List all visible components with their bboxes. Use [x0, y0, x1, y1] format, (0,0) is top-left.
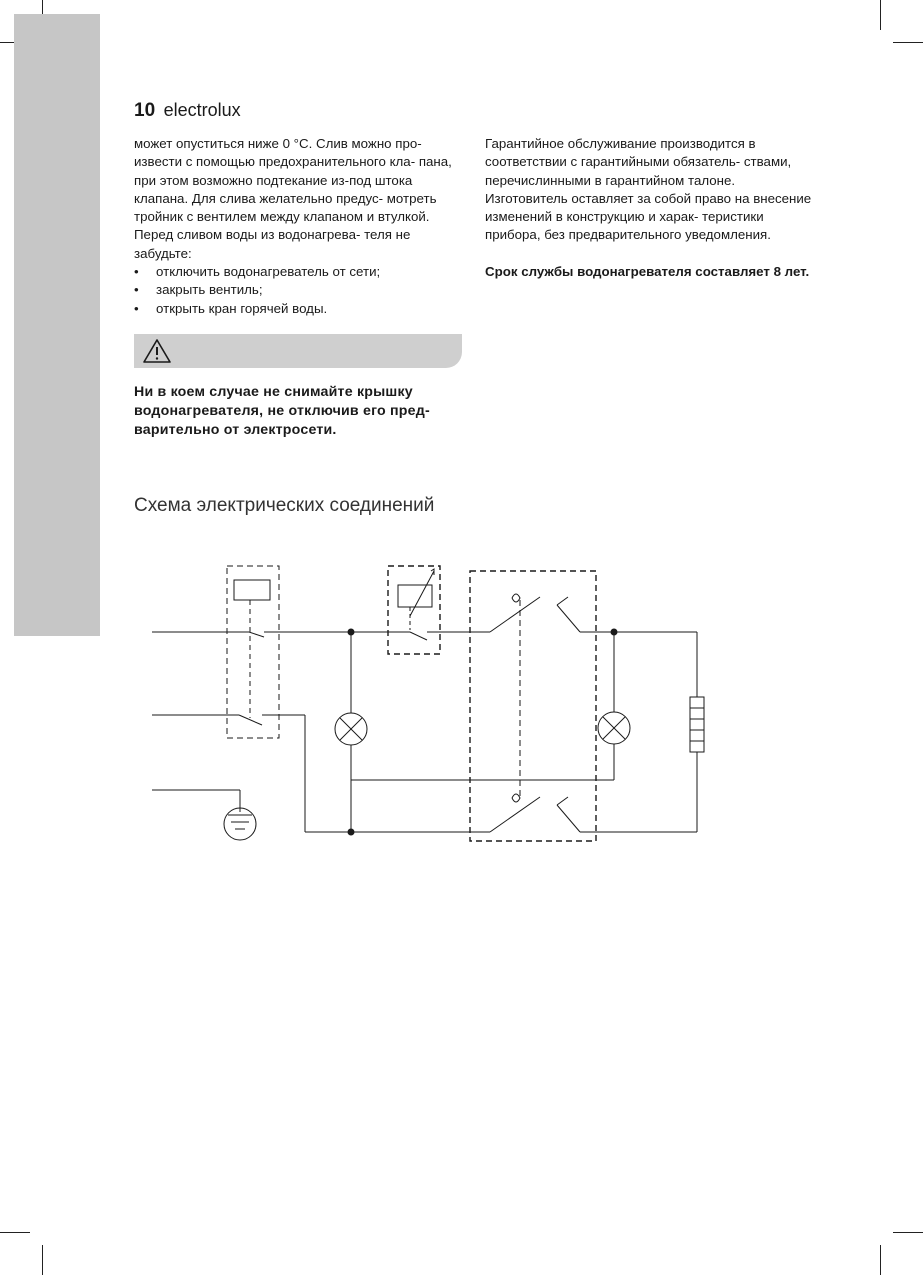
crop-mark	[893, 42, 923, 43]
warranty-paragraph: Гарантийное обслуживание производится в соответствии с гарантийными обязатель- ствами, перечислинными в гарантийном талоне.	[485, 136, 792, 188]
list-item: • закрыть вентиль;	[134, 281, 464, 299]
relay-block	[227, 566, 279, 738]
warning-bar	[134, 334, 462, 368]
page-header	[134, 100, 241, 122]
crop-mark	[42, 1245, 43, 1275]
right-column	[485, 135, 815, 281]
warning-text: Ни в коем случае не снимайте крышку водонагревателя, не отключив его пред- варительно от электросети.	[134, 384, 430, 438]
relay-coil	[234, 580, 270, 600]
crop-mark	[0, 1232, 30, 1233]
thermostat-block	[388, 566, 440, 654]
drain-paragraph: может опуститься ниже 0 °С. Слив можно про- извести с помощью предохранительного кла- пана, при этом возможно подтекание из-под штока клапана. Для слива желательно предус- мотреть тройник с вентилем между клапаном и втулкой. Перед сливом воды из водонагрева- теля не забудьте:	[134, 136, 452, 261]
thermostat-sensor	[398, 585, 432, 607]
drain-steps-list	[134, 263, 464, 318]
section-title: Схема электрических соединений	[134, 495, 435, 516]
warning-triangle-icon	[142, 338, 172, 364]
crop-mark	[893, 1232, 923, 1233]
service-life: Срок службы водонагревателя составляет 8 лет.	[485, 263, 810, 279]
page-number: 10	[134, 100, 156, 121]
crop-mark	[880, 1245, 881, 1275]
brand-name: electrolux	[163, 100, 241, 120]
left-column	[134, 135, 464, 318]
safety-cutout-block	[470, 571, 596, 841]
manufacturer-paragraph: Изготовитель оставляет за собой право на внесение изменений в конструкцию и харак- теристики прибора, без предварительного уведомления.	[485, 190, 812, 243]
heating-element	[690, 697, 704, 752]
earth-icon	[224, 808, 256, 840]
junction-dot	[348, 829, 354, 835]
list-item: • отключить водонагреватель от сети;	[134, 263, 464, 281]
wiring-diagram	[0, 540, 923, 860]
list-item: • открыть кран горячей воды.	[134, 300, 464, 318]
crop-mark	[880, 0, 881, 30]
